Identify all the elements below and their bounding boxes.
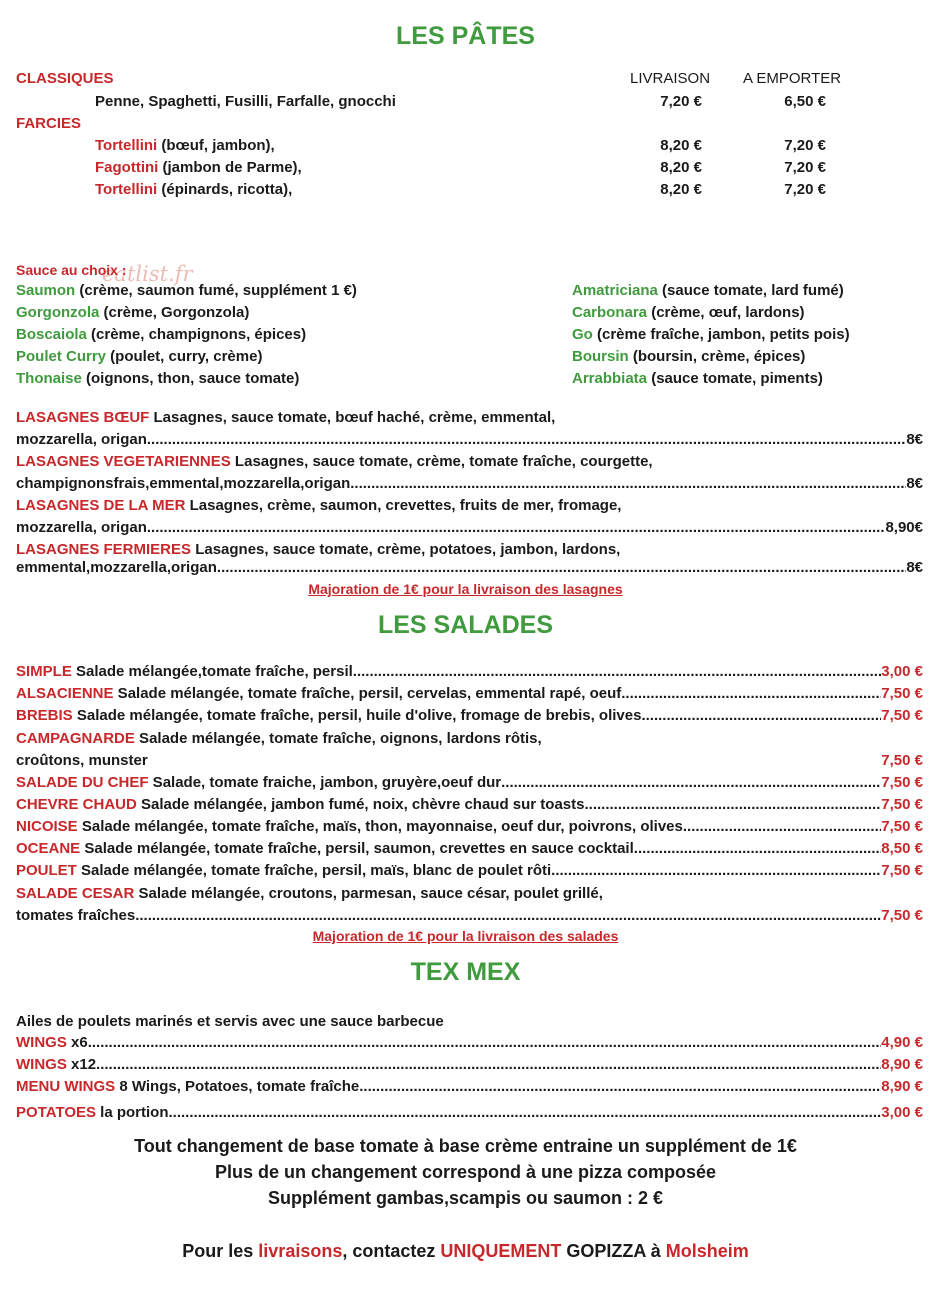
sauce-item: Saumon (crème, saumon fumé, supplément 1 €): [16, 282, 357, 299]
salade-item: CAMPAGNARDE Salade mélangée, tomate fraîche, oignons, lardons rôtis,: [16, 730, 542, 747]
salade-item: SIMPLE Salade mélangée,tomate fraîche, persil ..... 3,00 €: [16, 662, 923, 682]
texmex-item: POTATOES la portion ..... 3,00 €: [16, 1103, 923, 1123]
sauce-label: Sauce au choix :: [16, 262, 127, 278]
pates-heading: LES PÂTES: [396, 22, 535, 50]
farcie-emporter-price: 7,20 €: [784, 181, 826, 198]
sauce-item: Arrabbiata (sauce tomate, piments): [572, 370, 823, 387]
col-emporter-header: A EMPORTER: [743, 70, 842, 87]
footer-line-3: Supplément gambas,scampis ou saumon : 2 €: [267, 1188, 664, 1208]
salade-item: ALSACIENNE Salade mélangée, tomate fraîche, persil, cervelas, emmental rapé, oeuf ..... 7,50 €: [16, 684, 923, 704]
farcie-item: Tortellini (bœuf, jambon),: [95, 137, 275, 154]
texmex-item: WINGS x6 ..... 4,90 €: [16, 1033, 923, 1053]
farcie-emporter-price: 7,20 €: [784, 137, 826, 154]
farcie-item: Tortellini (épinards, ricotta),: [95, 181, 293, 198]
lasagne-price-row: mozzarella, origan ..... 8€: [16, 430, 923, 450]
lasagne-item: LASAGNES FERMIERES Lasagnes, sauce tomate, crème, potatoes, jambon, lardons,: [16, 541, 621, 558]
sauce-item: Carbonara (crème, œuf, lardons): [572, 304, 805, 321]
sauce-item: Gorgonzola (crème, Gorgonzola): [16, 304, 250, 321]
lasagne-price-row: mozzarella, origan ..... 8,90€: [16, 518, 923, 538]
lasagnes-delivery-note: Majoration de 1€ pour la livraison des lasagnes: [308, 581, 623, 597]
lasagne-item: LASAGNES VEGETARIENNES Lasagnes, sauce tomate, crème, tomate fraîche, courgette,: [16, 453, 653, 470]
watermark-logo: eatlist.fr: [102, 262, 193, 286]
salade-price-row: croûtons, munster 7,50 €: [16, 752, 923, 769]
footer-line-2: Plus de un changement correspond à une pizza composée: [214, 1162, 717, 1182]
sauce-item: Boscaiola (crème, champignons, épices): [16, 326, 307, 343]
classiques-label: CLASSIQUES: [16, 70, 114, 87]
sauce-item: Boursin (boursin, crème, épices): [572, 348, 806, 365]
salade-item: CHEVRE CHAUD Salade mélangée, jambon fumé, noix, chèvre chaud sur toasts ..... 7,50 €: [16, 795, 923, 815]
sauce-item: Amatriciana (sauce tomate, lard fumé): [572, 282, 844, 299]
col-livraison-header: LIVRAISON: [630, 70, 711, 87]
farcie-livraison-price: 8,20 €: [660, 159, 702, 176]
texmex-item: WINGS x12 ..... 8,90 €: [16, 1055, 923, 1075]
farcie-emporter-price: 7,20 €: [784, 159, 826, 176]
classiques-desc: Penne, Spaghetti, Fusilli, Farfalle, gnocchi: [95, 93, 396, 110]
salade-item: BREBIS Salade mélangée, tomate fraîche, persil, huile d'olive, fromage de brebis, olives ..... 7,50 €: [16, 706, 923, 726]
salades-heading: LES SALADES: [377, 611, 554, 639]
farcie-livraison-price: 8,20 €: [660, 137, 702, 154]
salade-item: OCEANE Salade mélangée, tomate fraîche, persil, saumon, crevettes en sauce cocktail ..... 8,50 €: [16, 839, 923, 859]
farcies-label: FARCIES: [16, 115, 82, 132]
lasagne-price-row: emmental,mozzarella,origan ..... 8€: [16, 558, 923, 578]
footer-contact: Pour les livraisons, contactez UNIQUEMENT GOPIZZA à Molsheim: [182, 1241, 749, 1261]
classiques-livraison-price: 7,20 €: [660, 93, 702, 110]
texmex-item: MENU WINGS 8 Wings, Potatoes, tomate fraîche ..... 8,90 €: [16, 1077, 923, 1097]
texmex-intro: Ailes de poulets marinés et servis avec une sauce barbecue: [16, 1013, 444, 1030]
farcie-item: Fagottini (jambon de Parme),: [95, 159, 302, 176]
sauce-item: Thonaise (oignons, thon, sauce tomate): [16, 370, 300, 387]
footer-line-1: Tout changement de base tomate à base crème entraine un supplément de 1€: [134, 1136, 797, 1156]
sauce-item: Poulet Curry (poulet, curry, crème): [16, 348, 263, 365]
salade-item: SALADE DU CHEF Salade, tomate fraiche, jambon, gruyère,oeuf dur ..... 7,50 €: [16, 773, 923, 793]
texmex-heading: TEX MEX: [410, 958, 521, 986]
salade-item: POULET Salade mélangée, tomate fraîche, persil, maïs, blanc de poulet rôti ..... 7,50 €: [16, 861, 923, 881]
salade-price-row: tomates fraîches ..... 7,50 €: [16, 906, 923, 926]
lasagne-item: LASAGNES BŒUF Lasagnes, sauce tomate, bœuf haché, crème, emmental,: [16, 409, 556, 426]
sauce-item: Go (crème fraîche, jambon, petits pois): [572, 326, 850, 343]
lasagne-price-row: champignonsfrais,emmental,mozzarella,origan ..... 8€: [16, 474, 923, 494]
salade-item: SALADE CESAR Salade mélangée, croutons, parmesan, sauce césar, poulet grillé,: [16, 885, 603, 902]
salades-delivery-note: Majoration de 1€ pour la livraison des salades: [312, 928, 619, 944]
lasagne-item: LASAGNES DE LA MER Lasagnes, crème, saumon, crevettes, fruits de mer, fromage,: [16, 497, 622, 514]
salade-item: NICOISE Salade mélangée, tomate fraîche, maïs, thon, mayonnaise, oeuf dur, poivrons, olives ..... 7,50 €: [16, 817, 923, 837]
farcie-livraison-price: 8,20 €: [660, 181, 702, 198]
classiques-emporter-price: 6,50 €: [784, 93, 826, 110]
